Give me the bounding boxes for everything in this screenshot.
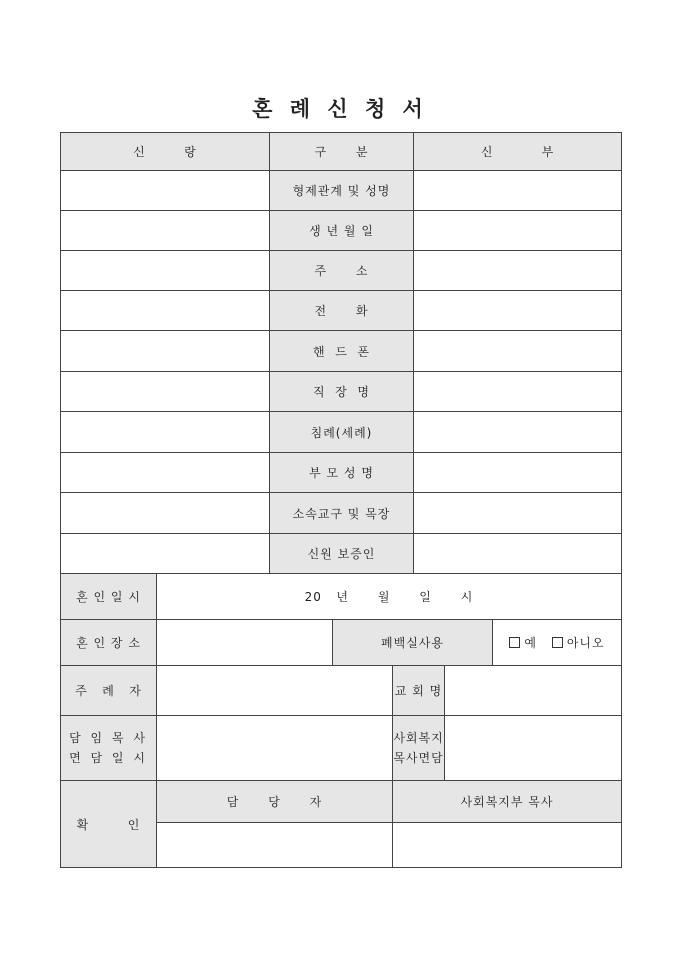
row-label: 형제관계 및 성명 (270, 171, 414, 211)
bride-field[interactable] (414, 291, 622, 331)
welfare-pastor-signature-field[interactable] (393, 823, 622, 868)
groom-field[interactable] (61, 412, 270, 453)
wedding-place-field[interactable] (157, 619, 333, 665)
bride-field[interactable] (414, 453, 622, 493)
row-label: 생 년 월 일 (270, 211, 414, 251)
welfare-interview-label (393, 716, 445, 781)
wedding-info-table (60, 574, 622, 666)
row-label: 부 모 성 명 (270, 453, 414, 493)
officiant-label: 주 례 자 (61, 666, 157, 716)
wedding-date-field[interactable]: 20 년 월 일 시 (157, 574, 622, 619)
row-label: 전 화 (270, 291, 414, 331)
yes-checkbox[interactable] (509, 637, 520, 648)
no-checkbox[interactable] (552, 637, 563, 648)
church-name-field[interactable] (445, 666, 622, 716)
yes-option-label: 예 (524, 635, 537, 650)
welfare-interview-label-line2: 목사면담 (393, 751, 444, 765)
groom-field[interactable] (61, 534, 270, 574)
paebaek-room-label: 폐백실사용 (333, 619, 493, 665)
welfare-interview-field[interactable] (445, 716, 622, 781)
welfare-interview-label-line1: 사회복지 (393, 731, 444, 745)
form-title: 혼 례 신 청 서 (252, 96, 428, 121)
row-label: 소속교구 및 목장 (270, 493, 414, 534)
bride-field[interactable] (414, 331, 622, 372)
church-name-label: 교 회 명 (393, 666, 445, 716)
officiant-field[interactable] (157, 666, 393, 716)
groom-field[interactable] (61, 251, 270, 291)
staff-signature-field[interactable] (157, 823, 393, 868)
row-label: 신원 보증인 (270, 534, 414, 574)
bride-field[interactable] (414, 251, 622, 291)
groom-field[interactable] (61, 493, 270, 534)
bride-field[interactable] (414, 534, 622, 574)
groom-field[interactable] (61, 211, 270, 251)
groom-field[interactable] (61, 171, 270, 211)
groom-field[interactable] (61, 291, 270, 331)
row-label: 주 소 (270, 251, 414, 291)
staff-header: 담 당 자 (157, 781, 393, 823)
paebaek-options (493, 619, 622, 665)
bride-field[interactable] (414, 171, 622, 211)
officiant-table (60, 665, 622, 868)
no-option-label: 아니오 (566, 635, 605, 650)
bride-field[interactable] (414, 211, 622, 251)
category-header: 구 분 (270, 133, 414, 171)
pastor-interview-label (61, 716, 157, 781)
groom-field[interactable] (61, 372, 270, 412)
groom-field[interactable] (61, 331, 270, 372)
row-label: 침례(세례) (270, 412, 414, 453)
groom-field[interactable] (61, 453, 270, 493)
pastor-interview-label-line2: 면 담 일 시 (69, 751, 148, 765)
personal-info-table (60, 132, 622, 574)
bride-header: 신 부 (414, 133, 622, 171)
bride-field[interactable] (414, 493, 622, 534)
wedding-place-label: 혼 인 장 소 (61, 619, 157, 665)
welfare-pastor-header: 사회복지부 목사 (393, 781, 622, 823)
bride-field[interactable] (414, 412, 622, 453)
pastor-interview-label-line1: 담 임 목 사 (69, 731, 148, 745)
row-label: 직 장 명 (270, 372, 414, 412)
bride-field[interactable] (414, 372, 622, 412)
groom-header: 신 랑 (61, 133, 270, 171)
confirm-label: 확 인 (61, 781, 157, 868)
pastor-interview-field[interactable] (157, 716, 393, 781)
wedding-date-label: 혼 인 일 시 (61, 574, 157, 619)
row-label: 핸 드 폰 (270, 331, 414, 372)
